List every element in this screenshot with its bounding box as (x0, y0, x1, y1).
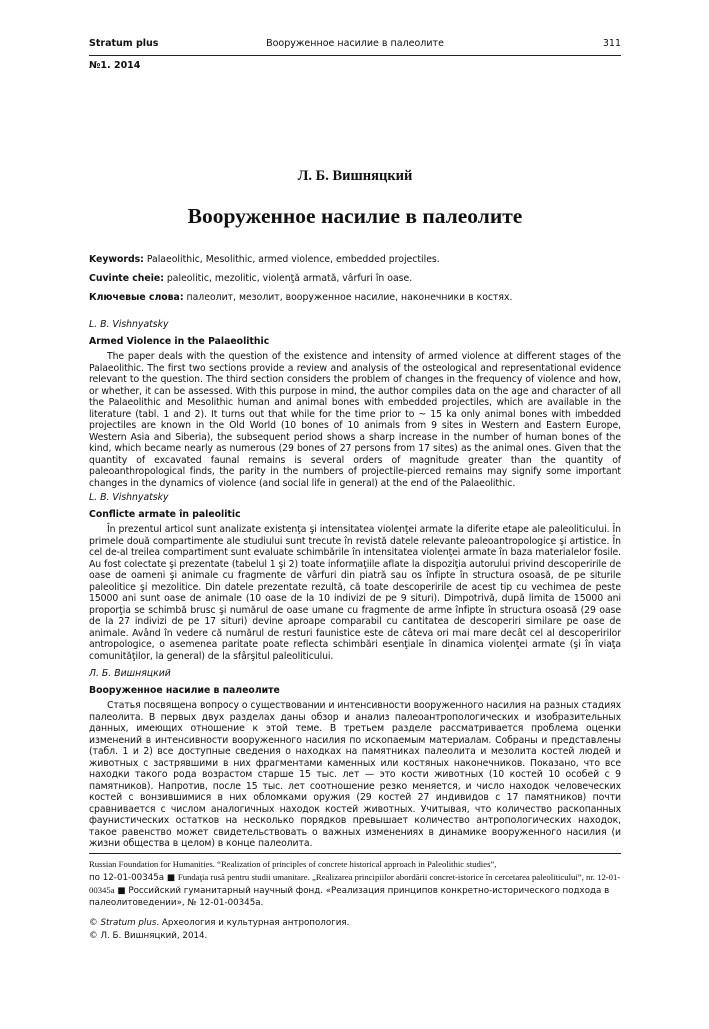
abstract-author: L. B. Vishnyatsky (89, 319, 169, 330)
abstract-author: Л. Б. Вишняцкий (89, 668, 171, 679)
journal-name: Stratum plus (89, 38, 159, 49)
header-rule (89, 55, 621, 56)
keywords-text: палеолит, мезолит, вооруженное насилие, наконечники в костях. (183, 292, 513, 303)
keywords-ru (89, 292, 621, 304)
copyright-journal: © Stratum plus. Археология и культурная антропология. (89, 918, 350, 928)
article-page (89, 0, 621, 1029)
separator-square-icon: ■ (117, 886, 126, 896)
keywords-block (89, 254, 621, 311)
issue-number: №1. 2014 (89, 60, 141, 71)
keywords-en (89, 254, 621, 266)
running-head (89, 38, 621, 54)
funding-en: Russian Foundation for Humanities. “Realization of principles of concrete historical approach in Paleolithic studies”, (89, 859, 497, 869)
keywords-text: paleolitic, mezolitic, violenţă armată, vârfuri în oase. (163, 273, 413, 284)
abstract-title: Conflicte armate în paleolitic (89, 509, 241, 520)
keywords-label: Ключевые слова: (89, 292, 184, 303)
funding-note (89, 858, 621, 909)
abstract-text: Статья посвящена вопросу о существовании и интенсивности вооруженного насилия на разных стадиях палеолита. В первых двух разделах даны обзор и анализ палеоантропологических и изобразительных данных, имеющих отношение к этой теме. В третьем разделе рассматривается проблема оценки изменений в интенсивности вооруженного насилия по ископаемым материалам. Собраны и представлены (табл. 1 и 2) все доступные сведения о находках на памятниках палеолита и мезолита костей людей и животных с застрявшими в них фрагментами каменных или костяных наконечников. Показано, что все находки такого рода возрастом старше 15 тыс. лет — это кости животных (10 костей 10 особей с 9 памятников). Напротив, после 15 тыс. лет соотношение резко меняется, и число находок человеческих костей с вонзившимися в них обломками оружия (29 костей 27 индивидов с 17 памятников) почти сравнивается с числом аналогичных находок костей животных. Учитывая, что количество раскопанных фаунистических остатков на несколько порядков превышает количество антропологических находок, такое равенство может свидетельствовать о важных изменениях в динамике вооруженного насилия (и жизни общества в целом) в конце палеолита. (89, 700, 621, 849)
footnote-rule (89, 853, 621, 854)
copyright-block (89, 917, 621, 943)
abstract-text: În prezentul articol sunt analizate existenţa şi intensitatea violenţei armate la diferite etape ale paleoliticului. În primele două compartimente ale studiului sunt trecute în revistă datele relevante paleoantropologice şi artistice. În cel de-al treilea compartiment sunt evaluate schimbările în intensitatea violenţei armate în baza materialelor fosile. Au fost colectate şi prezentate (tabelul 1 şi 2) toate informaţiile aflate la dispoziţia autorului privind descoperirile de oase de oameni şi animale cu fragmente de vârfuri din piatră sau os înfipte în structura osoasă, de pe siturile paleolitice şi mezolitice. Din datele prezentate rezultă, că toate descoperirile de acest tip cu vechimea de peste 15000 ani sunt oase de animale (10 oase de la 10 indivizi de pe 9 situri). Dimpotrivă, după limita de 15000 ani proporţia se schimbă brusc şi numărul de oase umane cu fragmente de arme înfipte în structura osoasă (29 oase de la 27 indivizi de pe 17 situri) devine aproape comparabil cu cantitatea de descoperiri similare pe oase de animale. Având în vedere că numărul de resturi faunistice este de câteva ori mai mare decât cel al descoperirilor antropologice, o asemenea paritate poate reflecta schimbări esenţiale în dinamica violenţei armate (şi în viaţa comunităţilor, la general) de la sfârşitul paleoliticului. (89, 524, 621, 662)
keywords-ro (89, 273, 621, 285)
abstract-en (89, 319, 621, 489)
abstract-ru (89, 668, 621, 850)
abstract-ro (89, 492, 621, 662)
separator-square-icon: ■ (166, 873, 176, 883)
keywords-label: Keywords: (89, 254, 144, 265)
keywords-text: Palaeolithic, Mesolithic, armed violence, embedded projectiles. (143, 254, 440, 265)
page-number: 311 (602, 38, 621, 49)
funding-ro: Fundaţia rusă pentru studii umanitare. „Realizarea principiilor abordării concret-istorice în cercetarea paleoliticului”, nr. 12-01-00345а (89, 872, 621, 895)
abstract-title: Armed Violence in the Palaeolithic (89, 336, 270, 347)
running-title: Вооруженное насилие в палеолите (266, 38, 444, 49)
abstract-author: L. B. Vishnyatsky (89, 492, 169, 503)
abstract-title: Вооруженное насилие в палеолите (89, 685, 280, 696)
article-author: Л. Б. Вишняцкий (297, 168, 413, 184)
abstract-text: The paper deals with the question of the existence and intensity of armed violence at different stages of the Palaeolithic. The first two sections provide a review and analysis of the osteological and representational evidence relevant to the question. The third section considers the problem of changes in the frequency of violence and how, or whether, it can be assessed. With this purpose in mind, the author compiles data on the age and character of all the Palaeolithic and Mesolithic human and animal bones with embedded projectiles, which are available in the literature (tabl. 1 and 2). It turns out that while for the time prior to ~ 15 ka only animal bones with imbedded projectiles are known in the Old World (10 bones of 10 animals from 9 sites in Western and Eastern Europe, Western Asia and Siberia), the subsequent period shows a sharp increase in the number of human bones of the kind, which became nearly as numerous (29 bones of 27 persons from 17 sites) as the animal ones. Given that the quantity of excavated faunal remains is several orders of magnitude greater than the quantity of paleoanthropological finds, the parity in the numbers of projectile-pierced remains may signify some important changes in the dynamics of violence (and social life in general) at the end of the Palaeolithic. (89, 351, 621, 489)
journal-title: Stratum plus (100, 918, 157, 928)
copyright-author: © Л. Б. Вишняцкий, 2014. (89, 931, 208, 941)
article-title: Вооруженное насилие в палеолите (187, 204, 523, 228)
keywords-label: Cuvinte cheie: (89, 273, 164, 284)
funding-ru: Российский гуманитарный научный фонд. «Реализация принципов конкретно-исторического подхода в палеолитоведении», № 12-01-00345а. (89, 886, 610, 908)
funding-en-number: по 12-01-00345а (89, 873, 165, 883)
